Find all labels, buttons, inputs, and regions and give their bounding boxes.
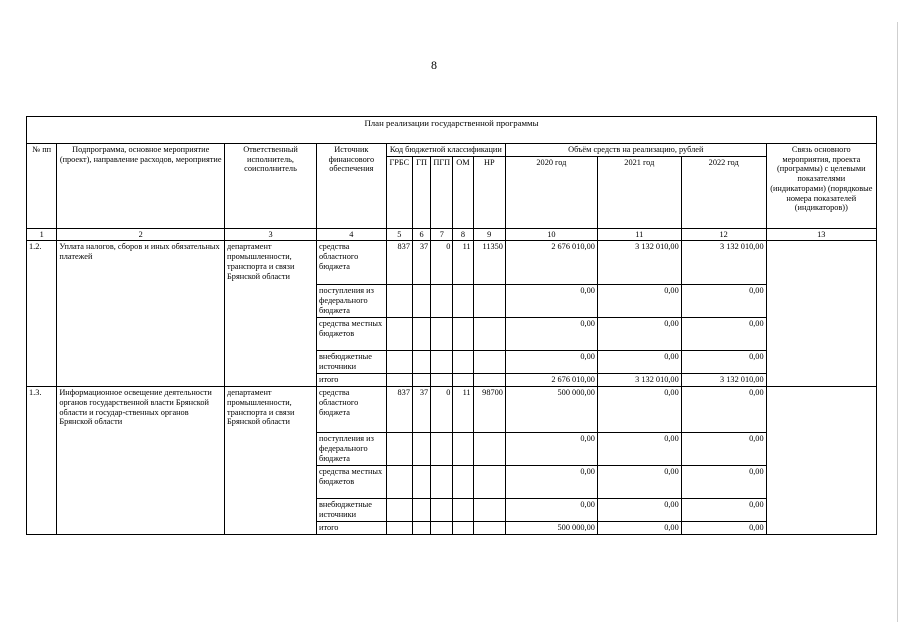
row-num: 1.3.: [27, 387, 57, 535]
row-source: средства местных бюджетов: [317, 318, 387, 351]
row-activity-name: Информационное освещение деятельности органов государственной власти Брянской области и государ-ственных органов Брянской области: [57, 387, 225, 535]
empty-cell: [386, 351, 412, 374]
row-amount-2022: 0,00: [681, 387, 766, 433]
empty-cell: [473, 285, 505, 318]
column-number: 11: [597, 228, 681, 241]
empty-cell: [431, 351, 453, 374]
row-amount-2020: 500 000,00: [505, 387, 597, 433]
row-amount-2022: 0,00: [681, 499, 766, 522]
row-amount-2022: 0,00: [681, 351, 766, 374]
header-nr: НР: [473, 156, 505, 228]
column-number: 13: [766, 228, 876, 241]
row-gp: 37: [412, 387, 430, 433]
row-amount-2020: 0,00: [505, 285, 597, 318]
row-amount-2021: 0,00: [597, 466, 681, 499]
row-amount-2022: 0,00: [681, 433, 766, 466]
row-source: итого: [317, 522, 387, 535]
program-plan-table: [26, 116, 877, 535]
empty-cell: [431, 318, 453, 351]
row-amount-2021: 3 132 010,00: [597, 374, 681, 387]
column-number: 4: [317, 228, 387, 241]
row-source: внебюджетные источники: [317, 499, 387, 522]
row-source: итого: [317, 374, 387, 387]
row-responsible: департамент промышленности, транспорта и связи Брянской области: [225, 241, 317, 387]
empty-cell: [412, 522, 430, 535]
row-gp: 37: [412, 241, 430, 285]
row-grbs: 837: [386, 241, 412, 285]
row-source: средства областного бюджета: [317, 387, 387, 433]
empty-cell: [453, 433, 473, 466]
empty-cell: [473, 374, 505, 387]
row-amount-2021: 0,00: [597, 285, 681, 318]
empty-cell: [453, 351, 473, 374]
row-pgp: 0: [431, 241, 453, 285]
empty-cell: [431, 433, 453, 466]
column-number: 8: [453, 228, 473, 241]
column-number: 6: [412, 228, 430, 241]
empty-cell: [431, 285, 453, 318]
table-row: [27, 241, 877, 285]
header-2020: 2020 год: [505, 156, 597, 228]
header-2022: 2022 год: [681, 156, 766, 228]
header-pgp: ПГП: [431, 156, 453, 228]
page-number: 8: [431, 58, 437, 72]
row-num: 1.2.: [27, 241, 57, 387]
row-source: поступления из федерального бюджета: [317, 285, 387, 318]
empty-cell: [473, 433, 505, 466]
row-amount-2021: 0,00: [597, 522, 681, 535]
empty-cell: [412, 499, 430, 522]
row-amount-2022: 3 132 010,00: [681, 241, 766, 285]
row-amount-2020: 2 676 010,00: [505, 241, 597, 285]
column-number-row: [27, 228, 877, 241]
row-amount-2020: 0,00: [505, 499, 597, 522]
empty-cell: [412, 433, 430, 466]
column-number: 2: [57, 228, 225, 241]
empty-cell: [473, 466, 505, 499]
row-amount-2020: 0,00: [505, 351, 597, 374]
row-amount-2022: 0,00: [681, 318, 766, 351]
row-amount-2022: 3 132 010,00: [681, 374, 766, 387]
empty-cell: [453, 374, 473, 387]
empty-cell: [473, 351, 505, 374]
empty-cell: [453, 499, 473, 522]
empty-cell: [412, 466, 430, 499]
empty-cell: [386, 466, 412, 499]
row-source: поступления из федерального бюджета: [317, 433, 387, 466]
empty-cell: [386, 522, 412, 535]
header-gp: ГП: [412, 156, 430, 228]
row-amount-2021: 0,00: [597, 387, 681, 433]
row-pgp: 0: [431, 387, 453, 433]
header-grbs: ГРБС: [386, 156, 412, 228]
empty-cell: [473, 499, 505, 522]
column-number: 10: [505, 228, 597, 241]
row-source: внебюджетные источники: [317, 351, 387, 374]
row-nr: 11350: [473, 241, 505, 285]
empty-cell: [412, 318, 430, 351]
column-number: 1: [27, 228, 57, 241]
empty-cell: [412, 374, 430, 387]
column-number: 3: [225, 228, 317, 241]
table-row: [27, 387, 877, 433]
scan-edge-line: [897, 22, 898, 622]
row-om: 11: [453, 241, 473, 285]
header-om: ОМ: [453, 156, 473, 228]
column-number: 12: [681, 228, 766, 241]
row-amount-2021: 0,00: [597, 351, 681, 374]
empty-cell: [386, 499, 412, 522]
empty-cell: [431, 499, 453, 522]
empty-cell: [453, 522, 473, 535]
empty-cell: [431, 522, 453, 535]
row-nr: 98700: [473, 387, 505, 433]
empty-cell: [431, 466, 453, 499]
row-source: средства местных бюджетов: [317, 466, 387, 499]
empty-cell: [386, 433, 412, 466]
header-volume: Объём средств на реализацию, рублей: [505, 144, 766, 157]
row-amount-2020: 0,00: [505, 318, 597, 351]
header-source: Источник финансового обеспечения: [317, 144, 387, 229]
empty-cell: [453, 318, 473, 351]
empty-cell: [453, 285, 473, 318]
header-num: № пп: [27, 144, 57, 229]
column-number: 9: [473, 228, 505, 241]
row-amount-2020: 0,00: [505, 433, 597, 466]
table-title: План реализации государственной программы: [27, 117, 877, 144]
empty-cell: [431, 374, 453, 387]
header-row-1: [27, 144, 877, 157]
row-responsible: департамент промышленности, транспорта и связи Брянской области: [225, 387, 317, 535]
table-title-row: [27, 117, 877, 144]
row-amount-2021: 0,00: [597, 433, 681, 466]
header-link: Связь основного мероприятия, проекта (программы) с целевыми показателями (индикаторами) (порядковые номера показателей (индикаторов)): [766, 144, 876, 229]
empty-cell: [412, 285, 430, 318]
row-amount-2021: 0,00: [597, 499, 681, 522]
row-amount-2020: 500 000,00: [505, 522, 597, 535]
header-budget-code: Код бюджетной классификации: [386, 144, 505, 157]
row-grbs: 837: [386, 387, 412, 433]
row-amount-2020: 2 676 010,00: [505, 374, 597, 387]
header-subprogram: Подпрограмма, основное мероприятие (проект), направление расходов, мероприятие: [57, 144, 225, 229]
empty-cell: [473, 318, 505, 351]
row-om: 11: [453, 387, 473, 433]
empty-cell: [386, 374, 412, 387]
row-link: [766, 241, 876, 387]
row-amount-2022: 0,00: [681, 522, 766, 535]
row-activity-name: Уплата налогов, сборов и иных обязательных платежей: [57, 241, 225, 387]
column-number: 5: [386, 228, 412, 241]
row-amount-2022: 0,00: [681, 466, 766, 499]
row-source: средства областного бюджета: [317, 241, 387, 285]
empty-cell: [386, 318, 412, 351]
row-amount-2021: 3 132 010,00: [597, 241, 681, 285]
header-2021: 2021 год: [597, 156, 681, 228]
empty-cell: [473, 522, 505, 535]
row-amount-2020: 0,00: [505, 466, 597, 499]
row-link: [766, 387, 876, 535]
header-responsible: Ответственный исполнитель, соисполнитель: [225, 144, 317, 229]
empty-cell: [386, 285, 412, 318]
row-amount-2021: 0,00: [597, 318, 681, 351]
column-number: 7: [431, 228, 453, 241]
empty-cell: [453, 466, 473, 499]
empty-cell: [412, 351, 430, 374]
row-amount-2022: 0,00: [681, 285, 766, 318]
